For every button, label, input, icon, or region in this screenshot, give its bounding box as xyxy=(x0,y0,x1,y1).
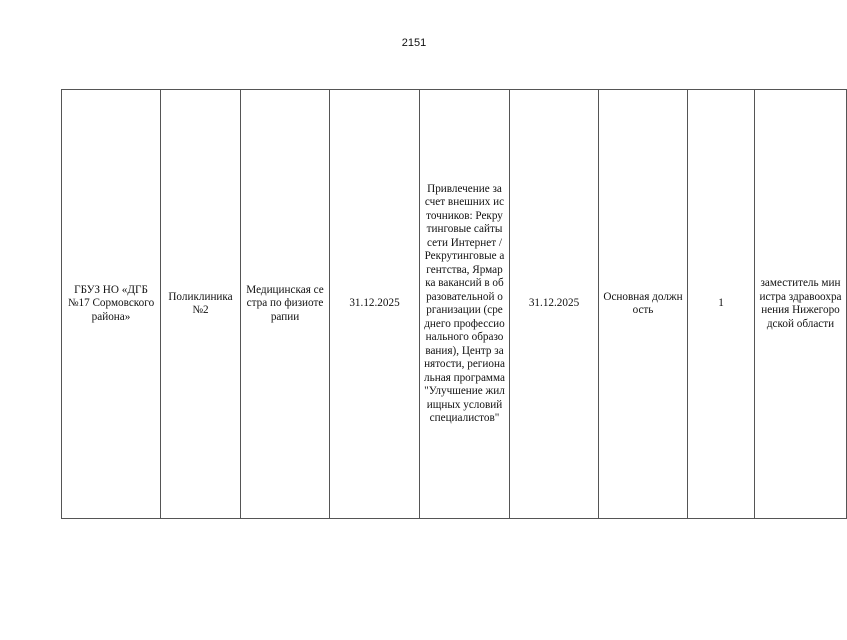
position-type-text: Основная должность xyxy=(603,290,683,316)
position-type-cell xyxy=(599,90,688,519)
responsible-cell xyxy=(755,90,847,519)
date-end-text: 31.12.2025 xyxy=(528,297,580,310)
date-end-cell xyxy=(510,90,599,519)
count-text: 1 xyxy=(718,297,724,310)
count-cell xyxy=(688,90,755,519)
table-row xyxy=(62,90,847,519)
date-start-cell xyxy=(330,90,420,519)
date-start-text: 31.12.2025 xyxy=(349,297,400,310)
position-text: Медицинская сестра по физиотерапии xyxy=(246,283,324,323)
vacancy-table xyxy=(61,89,847,519)
organization-cell xyxy=(62,90,161,519)
unit-text: Поликлиника №2 xyxy=(168,290,233,316)
page-number: 2151 xyxy=(401,37,427,49)
responsible-text: заместитель министра здравоохранения Нижегородской области xyxy=(759,277,842,330)
sources-cell xyxy=(420,90,510,519)
position-cell xyxy=(241,90,330,519)
organization-text: ГБУЗ НО «ДГБ №17 Сормовского района» xyxy=(67,283,155,323)
unit-cell xyxy=(161,90,241,519)
sources-text: Привлечение за счет внешних источников: Рекрутинговые сайты сети Интернет / Рекрутинговые агентства, Ярмарка вакансий в образовательной организации (среднего профессионального образования), Центр занятости, региональная программа "Улучшение жилищных условий специалистов" xyxy=(424,182,505,424)
